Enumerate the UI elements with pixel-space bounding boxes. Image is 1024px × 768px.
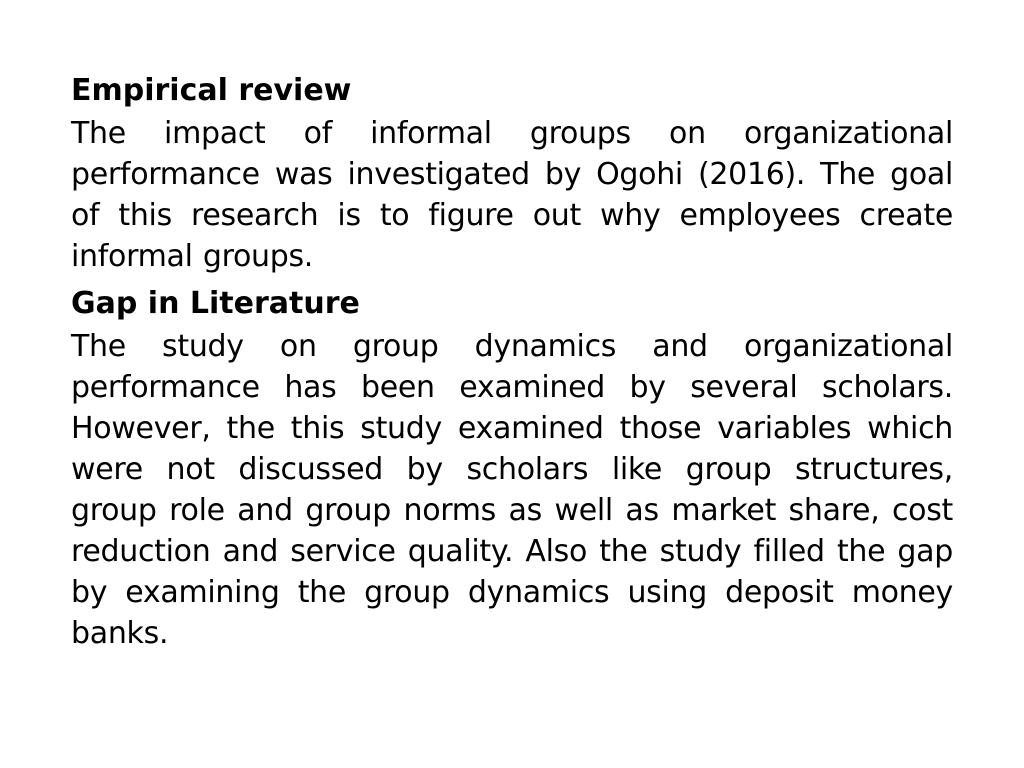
section-heading-empirical-review: Empirical review [71,73,352,108]
section-paragraph-gap-in-literature: The study on group dynamics and organizational performance has been examined by several scholars. However, the this study examined those variables which were not discussed by scholars like group structures, group role and group norms as well as market share, cost reduction and service quality. Also the study filled the gap by examining the group dynamics using deposit money banks. [71,329,953,651]
slide-content [71,70,953,660]
section-paragraph-empirical-review: The impact of informal groups on organizational performance was investigated by Ogohi (2016). The goal of this research is to figure out why employees create informal groups. [71,116,953,274]
section-heading-gap-in-literature: Gap in Literature [71,286,360,321]
